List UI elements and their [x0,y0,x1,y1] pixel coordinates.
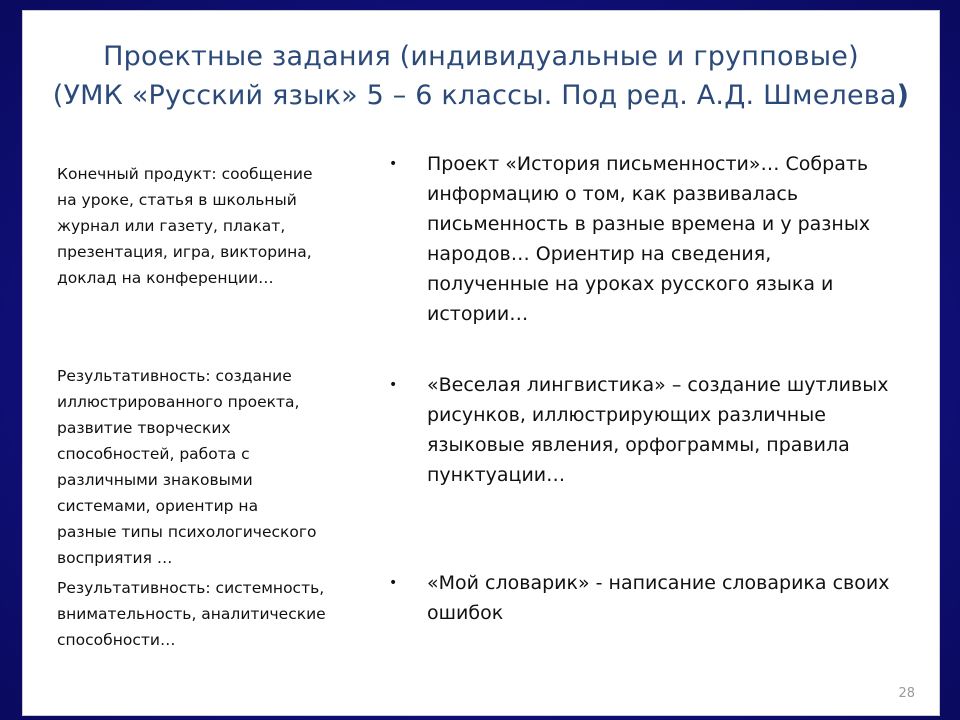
title-line-2-text: (УМК «Русский язык» 5 – 6 классы. Под ред. А.Д. Шмелева [52,80,897,111]
bullet-icon: • [389,575,398,591]
page-number: 28 [898,686,915,701]
final-product-text: Конечный продукт: сообщение на уроке, статья в школьный журнал или газету, плакат, презентация, игра, викторина, доклад на конференции… [57,165,313,287]
slide [22,10,940,716]
slide-title [43,37,919,115]
project-item-text: «Мой словарик» - написание словарика своих ошибок [427,572,890,624]
project-item-my-dictionary [389,568,919,628]
effectiveness-creative-text: Результативность: создание иллюстрированного проекта, развитие творческих способностей, работа с различными знаковыми системами, ориентир на разные типы психологического восприятия … [57,367,317,567]
title-closing-paren: ) [896,80,910,111]
bullet-icon: • [389,377,398,393]
effectiveness-analytic-text: Результативность: системность, внимательность, аналитические способности… [57,579,326,649]
project-item-writing-history [389,149,919,329]
title-line-2 [43,76,919,115]
bullet-icon: • [389,156,398,172]
project-item-text: «Веселая лингвистика» – создание шутливых рисунков, иллюстрирующих различные языковые явления, орфограммы, правила пунктуации… [427,374,889,486]
project-item-text: Проект «История письменности»… Собрать информацию о том, как развивалась письменность в разные времена и у разных народов… Ориентир на сведения, полученные на уроках русского языка и истории… [427,153,871,325]
project-item-fun-linguistics [389,370,919,490]
title-line-1: Проектные задания (индивидуальные и групповые) [103,41,859,72]
